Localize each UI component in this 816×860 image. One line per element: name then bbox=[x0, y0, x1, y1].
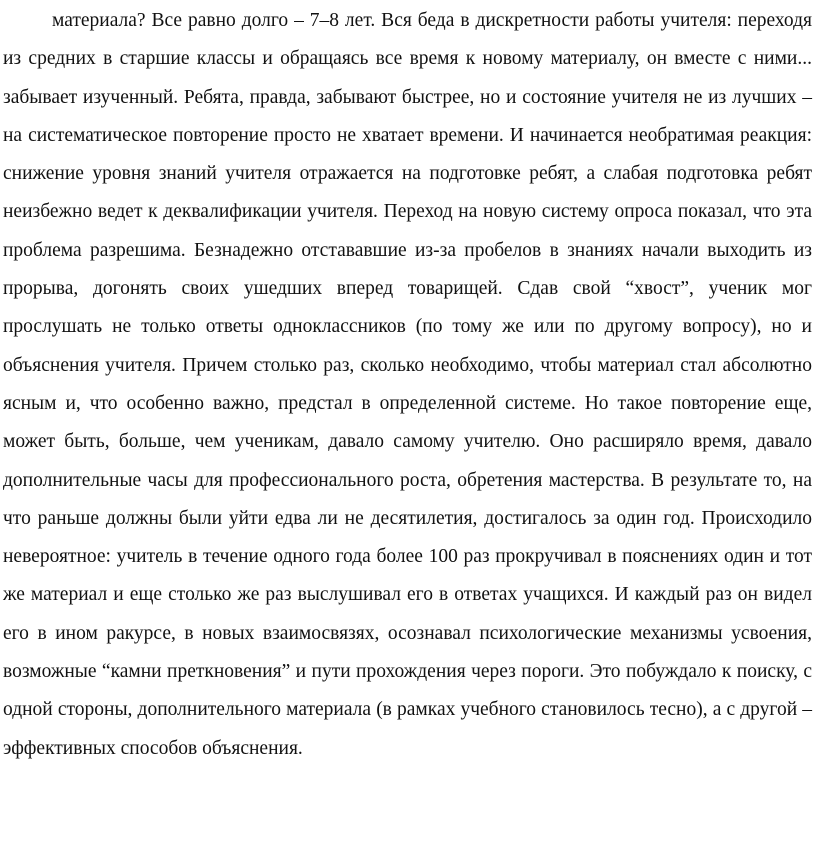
body-paragraph: материала? Все равно долго – 7–8 лет. Вся беда в дискретности работы учителя: переходя из средних в старшие классы и обращаясь все время к новому материалу, он вместе с ними... забывает изученный. Ребята, правда, забывают быстрее, но и состояние учителя не из лучших – на систематическое повторение просто не хватает времени. И начинается необратимая реакция: снижение уровня знаний учителя отражается на подготовке ребят, а слабая подготовка ребят неизбежно ведет к деквалификации учителя. Переход на новую систему опроса показал, что эта проблема разрешима. Безнадежно отстававшие из-за пробелов в знаниях начали выходить из прорыва, догонять своих ушедших вперед товарищей. Сдав свой “хвост”, ученик мог прослушать не только ответы одноклассников (по тому же или по другому вопросу), но и объяснения учителя. Причем столько раз, сколько необходимо, чтобы материал стал абсолютно ясным и, что особенно важно, предстал в определенной системе. Но такое повторение еще, может быть, больше, чем ученикам, давало самому учителю. Оно расширяло время, давало дополнительные часы для профессионального роста, обретения мастерства. В результате то, на что раньше должны были уйти едва ли не десятилетия, достигалось за один год. Происходило невероятное: учитель в течение одного года более 100 раз прокручивал в пояснениях один и тот же материал и еще столько же раз выслушивал его в ответах учащихся. И каждый раз он видел его в ином ракурсе, в новых взаимосвязях, осознавал психологические механизмы усвоения, возможные “камни преткновения” и пути прохождения через пороги. Это побуждало к поиску, с одной стороны, дополнительного материала (в рамках учебного становилось тесно), а с другой – эффективных способов объяснения. bbox=[3, 10, 812, 759]
